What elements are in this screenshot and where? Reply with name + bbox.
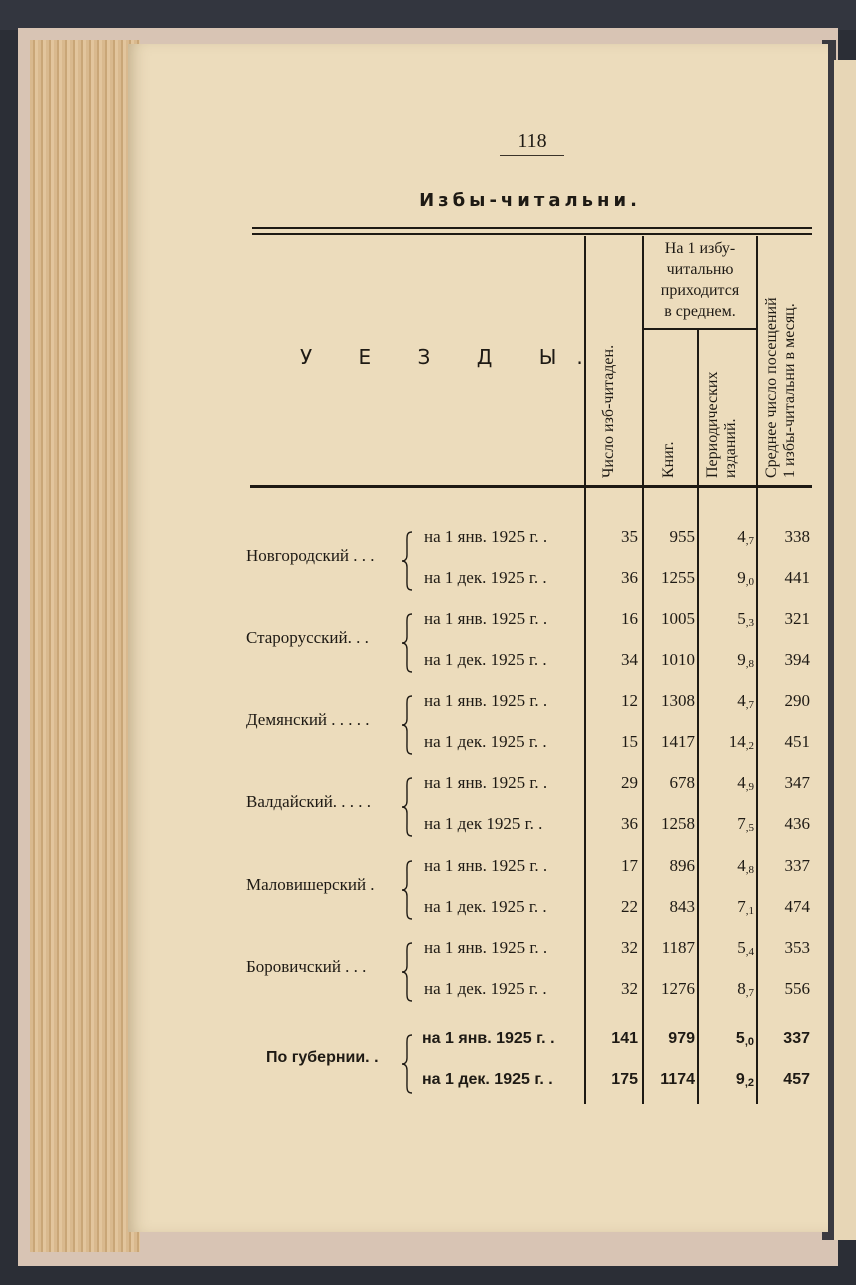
column-divider [697, 330, 699, 1104]
periodicals-per-room: 4,7 [737, 527, 754, 547]
average-group-header [644, 238, 756, 322]
group-header-line: На 1 избу- [664, 240, 736, 257]
periodicals-per-room: 5,4 [737, 938, 754, 958]
date-label: на 1 янв. 1925 г. . [424, 691, 548, 710]
periodicals-decimal: 2 [748, 740, 754, 752]
brace-icon [400, 777, 414, 837]
periodicals-header-line: Периодических [704, 371, 721, 478]
books-per-room: 843 [669, 897, 695, 916]
date-label: на 1 дек. 1925 г. . [424, 650, 547, 669]
periodicals-per-room: 4,9 [737, 773, 754, 793]
periodicals-per-room: 9,0 [737, 568, 754, 588]
reading-room-count: 34 [621, 650, 638, 669]
periodicals-integer: 5 [737, 938, 746, 957]
periodicals-decimal: 2 [747, 1077, 754, 1089]
periodicals-per-room: 9,2 [735, 1071, 754, 1089]
books-per-room: 979 [668, 1030, 695, 1047]
monthly-visits: 436 [784, 814, 810, 833]
monthly-visits: 290 [784, 691, 810, 710]
periodicals-integer: 8 [737, 979, 746, 998]
periodicals-column-header [704, 336, 740, 478]
monthly-visits: 337 [784, 856, 810, 875]
reading-room-count: 36 [621, 568, 638, 587]
visits-column-header [763, 242, 799, 478]
reading-room-count: 175 [611, 1071, 638, 1088]
backdrop [0, 0, 856, 30]
periodicals-header-line: изданий. [722, 418, 739, 478]
visits-header-line: Среднее число посещений [763, 297, 780, 478]
periodicals-integer: 9 [735, 1071, 745, 1088]
date-label: на 1 дек. 1925 г. . [424, 979, 547, 998]
count-column-header: Число изб-читаден. [600, 344, 617, 478]
monthly-visits: 451 [784, 732, 810, 751]
page-edges [30, 40, 140, 1252]
group-header-line: в среднем. [664, 303, 736, 320]
periodicals-per-room: 4,8 [737, 856, 754, 876]
monthly-visits: 394 [784, 650, 810, 669]
group-header-line: приходится [660, 282, 740, 299]
periodicals-per-room: 7,1 [737, 897, 754, 917]
periodicals-integer: 7 [737, 814, 746, 833]
district-name: Боровичский . . . [246, 957, 367, 976]
books-per-room: 1417 [661, 732, 695, 751]
date-label: на 1 янв. 1925 г. . [424, 527, 548, 546]
periodicals-decimal: 8 [748, 658, 754, 670]
reading-room-count: 15 [621, 732, 638, 751]
date-label: на 1 янв. 1925 г. . [424, 938, 548, 957]
district-name: Маловишерский . [246, 875, 375, 894]
table-top-rule [252, 227, 812, 229]
monthly-visits: 474 [784, 897, 810, 916]
monthly-visits: 556 [784, 979, 810, 998]
date-label: на 1 дек. 1925 г. . [424, 568, 547, 587]
reading-room-count: 32 [621, 979, 638, 998]
monthly-visits: 337 [783, 1030, 810, 1047]
periodicals-per-room: 14,2 [728, 732, 754, 752]
monthly-visits: 353 [784, 938, 810, 957]
monthly-visits: 441 [784, 568, 810, 587]
periodicals-integer: 5 [735, 1030, 745, 1047]
book-page [128, 44, 828, 1232]
books-per-room: 1255 [661, 568, 695, 587]
books-per-room: 955 [669, 527, 695, 546]
column-divider [642, 236, 644, 1104]
district-column-header: У Е З Д Ы. [300, 345, 603, 369]
date-label: на 1 янв. 1925 г. . [424, 773, 548, 792]
table-top-rule-thin [252, 233, 812, 235]
books-per-room: 896 [669, 856, 695, 875]
brace-icon [400, 1034, 414, 1094]
periodicals-decimal: 1 [748, 905, 754, 917]
periodicals-per-room: 5,0 [735, 1030, 754, 1048]
periodicals-decimal: 7 [748, 987, 754, 999]
monthly-visits: 321 [784, 609, 810, 628]
periodicals-integer: 4 [737, 527, 746, 546]
brace-icon [400, 942, 414, 1002]
brace-icon [400, 695, 414, 755]
date-label: на 1 янв. 1925 г. . [424, 609, 548, 628]
reading-room-count: 12 [621, 691, 638, 710]
periodicals-per-room: 5,3 [737, 609, 754, 629]
periodicals-decimal: 0 [748, 576, 754, 588]
books-per-room: 1258 [661, 814, 695, 833]
district-name: По губернии. . [266, 1049, 379, 1066]
brace-icon [400, 860, 414, 920]
facing-page-edge [834, 60, 856, 1240]
reading-room-count: 17 [621, 856, 638, 875]
periodicals-integer: 4 [737, 691, 746, 710]
group-divider-rule [644, 328, 756, 330]
periodicals-integer: 5 [737, 609, 746, 628]
books-per-room: 1010 [661, 650, 695, 669]
periodicals-integer: 7 [737, 897, 746, 916]
reading-room-count: 22 [621, 897, 638, 916]
periodicals-decimal: 7 [748, 699, 754, 711]
periodicals-integer: 9 [737, 568, 746, 587]
periodicals-decimal: 7 [748, 535, 754, 547]
periodicals-decimal: 3 [748, 617, 754, 629]
books-per-room: 1174 [660, 1071, 695, 1088]
date-label: на 1 дек 1925 г. . [424, 814, 543, 833]
monthly-visits: 457 [783, 1071, 810, 1088]
books-column-header: Книг. [660, 441, 677, 478]
periodicals-integer: 4 [737, 856, 746, 875]
date-label: на 1 янв. 1925 г. . [424, 856, 548, 875]
page-number: 118 [500, 130, 564, 156]
periodicals-per-room: 4,7 [737, 691, 754, 711]
periodicals-integer: 4 [737, 773, 746, 792]
date-label: на 1 дек. 1925 г. . [424, 732, 547, 751]
group-header-line: читальню [666, 261, 734, 278]
reading-room-count: 32 [621, 938, 638, 957]
district-name: Старорусский. . . [246, 628, 369, 647]
books-per-room: 1005 [661, 609, 695, 628]
periodicals-decimal: 8 [748, 864, 754, 876]
reading-room-count: 36 [621, 814, 638, 833]
reading-room-count: 29 [621, 773, 638, 792]
brace-icon [400, 531, 414, 591]
reading-room-count: 35 [621, 527, 638, 546]
periodicals-per-room: 7,5 [737, 814, 754, 834]
periodicals-integer: 14 [728, 732, 746, 751]
periodicals-decimal: 9 [748, 781, 754, 793]
periodicals-decimal: 0 [747, 1036, 754, 1048]
date-label: на 1 янв. 1925 г. . [422, 1030, 555, 1047]
books-per-room: 1187 [661, 938, 695, 957]
header-bottom-rule [250, 485, 812, 488]
monthly-visits: 338 [784, 527, 810, 546]
periodicals-decimal: 4 [748, 946, 754, 958]
books-per-room: 1276 [661, 979, 695, 998]
periodicals-per-room: 8,7 [737, 979, 754, 999]
books-per-room: 1308 [661, 691, 695, 710]
district-name: Демянский . . . . . [246, 710, 370, 729]
column-divider [756, 236, 758, 1104]
brace-icon [400, 613, 414, 673]
reading-room-count: 16 [621, 609, 638, 628]
books-per-room: 678 [669, 773, 695, 792]
monthly-visits: 347 [784, 773, 810, 792]
district-name: Новгородский . . . [246, 546, 375, 565]
district-name: Валдайский. . . . . [246, 792, 372, 811]
reading-room-count: 141 [611, 1030, 638, 1047]
date-label: на 1 дек. 1925 г. . [422, 1071, 553, 1088]
date-label: на 1 дек. 1925 г. . [424, 897, 547, 916]
periodicals-per-room: 9,8 [737, 650, 754, 670]
page-title: Избы-читальни. [419, 190, 641, 211]
periodicals-decimal: 5 [748, 822, 754, 834]
visits-header-line: 1 избы-читальни в месяц. [781, 303, 798, 478]
periodicals-integer: 9 [737, 650, 746, 669]
